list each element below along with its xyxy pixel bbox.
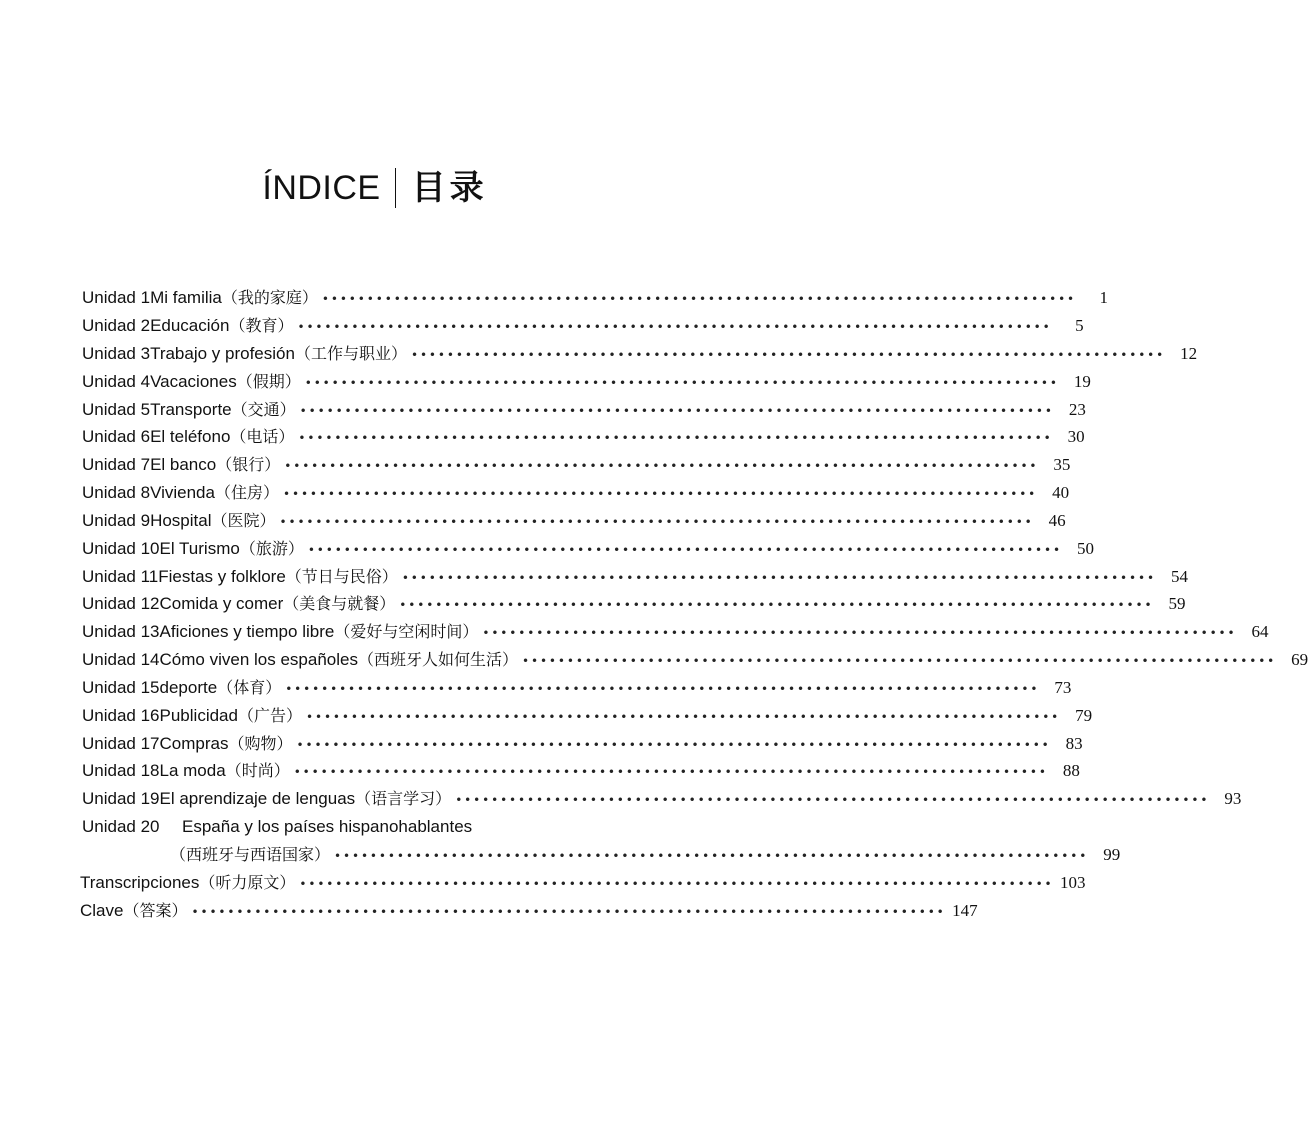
toc-unit: Unidad 17	[82, 734, 160, 753]
toc-entry[interactable]	[82, 758, 1080, 784]
toc-page-number: 83	[1065, 734, 1083, 753]
toc-unit: Unidad 13	[82, 622, 160, 641]
toc-leader-dots: ••••••••••••••••••••••••••••••••••••••••••••••••••••••••••••••••••••••••••••••••••••	[282, 487, 1038, 501]
toc-title: Comida y comer	[159, 594, 284, 613]
toc-unit: Unidad 15	[82, 678, 160, 697]
toc-page-number: 73	[1054, 678, 1072, 697]
toc-title-chinese: （教育）	[229, 316, 294, 335]
toc-entry[interactable]	[80, 870, 1086, 896]
toc-unit: Unidad 20	[82, 817, 160, 836]
toc-page-number: 99	[1103, 845, 1121, 864]
toc-unit: Unidad 2	[82, 316, 151, 335]
toc-unit: Unidad 9	[82, 511, 151, 530]
toc-entry[interactable]	[82, 480, 1070, 506]
toc-title-chinese: （旅游）	[239, 539, 304, 558]
toc-page-number: 79	[1075, 706, 1093, 725]
toc-title: Vivienda	[150, 483, 215, 502]
toc-entry[interactable]	[82, 731, 1083, 757]
toc-leader-dots: ••••••••••••••••••••••••••••••••••••••••••••••••••••••••••••••••••••••••••••••••••••	[298, 431, 1053, 445]
toc-entry[interactable]	[82, 591, 1186, 617]
toc-leader-dots: ••••••••••••••••••••••••••••••••••••••••••••••••••••••••••••••••••••••••••••••••••••	[296, 738, 1051, 752]
toc-title: Vacaciones	[150, 372, 237, 391]
toc-entry[interactable]	[82, 369, 1091, 395]
toc-title: Transporte	[150, 400, 232, 419]
toc-unit: Unidad 7	[82, 455, 151, 474]
toc-unit: Unidad 14	[82, 650, 160, 669]
toc-entry[interactable]	[82, 536, 1094, 562]
toc-title: Publicidad	[159, 706, 238, 725]
toc-unit: Unidad 12	[82, 594, 160, 613]
toc-title-chinese: （时尚）	[225, 761, 290, 780]
toc-page-number: 30	[1067, 427, 1085, 446]
toc-title-chinese: （银行）	[216, 455, 281, 474]
toc-page-number: 40	[1052, 483, 1070, 502]
toc-title: Compras	[159, 734, 229, 753]
toc-title-chinese: （假期）	[236, 372, 301, 391]
toc-title: Hospital	[150, 511, 212, 530]
toc-title-chinese: （语言学习）	[355, 789, 452, 808]
toc-entry-continuation[interactable]	[170, 842, 1121, 868]
toc-page-number: 103	[1060, 873, 1086, 892]
toc-leader-dots: ••••••••••••••••••••••••••••••••••••••••••••••••••••••••••••••••••••••••••••••••••••	[401, 571, 1156, 585]
toc-leader-dots: ••••••••••••••••••••••••••••••••••••••••••••••••••••••••••••••••••••••••••••••••••••	[299, 404, 1054, 418]
toc-title: deporte	[159, 678, 218, 697]
toc-title-chinese: （西班牙与西语国家）	[170, 845, 331, 864]
toc-page-number: 19	[1073, 372, 1091, 391]
toc-page-number: 69	[1291, 650, 1308, 669]
toc-entry[interactable]	[82, 285, 1109, 311]
toc-title-chinese: （节日与民俗）	[285, 567, 398, 586]
toc-title-chinese: （医院）	[211, 511, 276, 530]
toc-title-chinese: （爱好与空闲时间）	[334, 622, 479, 641]
toc-page-number: 93	[1224, 789, 1242, 808]
toc-title-chinese: （住房）	[214, 483, 279, 502]
toc-title: Fiestas y folklore	[158, 567, 286, 586]
toc-leader-dots: ••••••••••••••••••••••••••••••••••••••••••••••••••••••••••••••••••••••••••••••••••••	[279, 515, 1034, 529]
title-spanish: ÍNDICE	[262, 169, 381, 207]
toc-unit: Unidad 16	[82, 706, 160, 725]
title-chinese: 目录	[411, 168, 488, 208]
toc-title-chinese: （工作与职业）	[294, 344, 407, 363]
toc-title: Aficiones y tiempo libre	[159, 622, 335, 641]
toc-entry[interactable]	[82, 703, 1093, 729]
toc-title-chinese: （体育）	[217, 678, 282, 697]
toc-title: Mi familia	[150, 288, 222, 307]
toc-title-chinese: （听力原文）	[199, 873, 296, 892]
toc-entry[interactable]	[82, 619, 1269, 645]
toc-page-number: 23	[1068, 400, 1086, 419]
toc-unit: Unidad 19	[82, 789, 160, 808]
toc-entry[interactable]	[82, 647, 1308, 673]
toc-entry[interactable]	[82, 564, 1188, 590]
toc-entry[interactable]	[82, 508, 1066, 534]
toc-title-chinese: （答案）	[123, 901, 188, 920]
toc-title-chinese: （广告）	[237, 706, 302, 725]
toc-page-number: 50	[1077, 539, 1094, 558]
toc-leader-dots: ••••••••••••••••••••••••••••••••••••••••••••••••••••••••••••••••••••••••••••••••••••	[284, 459, 1039, 473]
toc-page-number: 5	[1075, 316, 1084, 335]
toc-unit: Unidad 8	[82, 483, 151, 502]
toc-leader-dots: ••••••••••••••••••••••••••••••••••••••••••••••••••••••••••••••••••••••••••••••••••••	[285, 682, 1040, 696]
toc-unit: Unidad 4	[82, 372, 151, 391]
toc-page-number: 46	[1048, 511, 1066, 530]
toc-page-number: 147	[952, 901, 978, 920]
toc-title-chinese: （电话）	[230, 427, 295, 446]
toc-title-chinese: （我的家庭）	[221, 288, 318, 307]
toc-title: Clave	[80, 901, 124, 920]
toc-page-number: 12	[1180, 344, 1198, 363]
toc-title: Cómo viven los españoles	[159, 650, 358, 669]
toc-leader-dots: ••••••••••••••••••••••••••••••••••••••••••••••••••••••••••••••••••••••••••••••••••••	[482, 626, 1237, 640]
toc-leader-dots: ••••••••••••••••••••••••••••••••••••••••••••••••••••••••••••••••••••••••••••••••••••	[297, 320, 1052, 334]
toc-page-number: 59	[1168, 594, 1186, 613]
toc-page-number: 1	[1099, 288, 1109, 307]
toc-title-chinese: （西班牙人如何生活）	[357, 650, 518, 669]
toc-entry[interactable]	[82, 786, 1242, 812]
toc-title: El Turismo	[159, 539, 240, 558]
toc-leader-dots: ••••••••••••••••••••••••••••••••••••••••••••••••••••••••••••••••••••••••••••••••••••	[334, 849, 1089, 863]
toc-leader-dots: ••••••••••••••••••••••••••••••••••••••••••••••••••••••••••••••••••••••••••••••••••••	[455, 793, 1210, 807]
toc-title: España y los países hispanohablantes	[182, 817, 473, 836]
toc-title-chinese: （交通）	[231, 400, 296, 419]
toc-unit: Unidad 3	[82, 344, 151, 363]
toc-title: El banco	[150, 455, 217, 474]
toc-title-chinese: （美食与就餐）	[283, 594, 396, 613]
toc-leader-dots: ••••••••••••••••••••••••••••••••••••••••••••••••••••••••••••••••••••••••••••••••••••	[299, 877, 1054, 891]
toc-entry[interactable]	[82, 397, 1086, 423]
toc-title: La moda	[159, 761, 226, 780]
toc-entry[interactable]	[82, 814, 685, 840]
toc-leader-dots: ••••••••••••••••••••••••••••••••••••••••••••••••••••••••••••••••••••••••••••••••••••	[304, 376, 1059, 390]
toc-unit: Unidad 6	[82, 427, 151, 446]
toc-title: El teléfono	[150, 427, 231, 446]
toc-entry[interactable]	[80, 898, 978, 924]
toc-leader-dots: ••••••••••••••••••••••••••••••••••••••••••••••••••••••••••••••••••••••••••••••••••••	[399, 598, 1154, 612]
toc-entry[interactable]	[82, 313, 1084, 339]
toc-page-number: 35	[1053, 455, 1071, 474]
toc-page-number: 64	[1251, 622, 1269, 641]
toc-leader-dots: ••••••••••••••••••••••••••••••••••••••••••••••••••••••••••••••••••••••••••••••••••••	[305, 710, 1061, 724]
toc-page-number: 54	[1170, 567, 1188, 586]
toc-leader-dots: ••••••••••••••••••••••••••••••••••••••••••••••••••••••••••••••••••••••••••••••••••••	[321, 292, 1077, 306]
toc-leader-dots: ••••••••••••••••••••••••••••••••••••••••••••••••••••••••••••••••••••••••••••••••••••	[191, 905, 946, 919]
toc-unit: Unidad 10	[82, 539, 160, 558]
toc-page-number: 88	[1062, 761, 1080, 780]
toc-leader-dots: ••••••••••••••••••••••••••••••••••••••••••••••••••••••••••••••••••••••••••••••••••••	[410, 348, 1166, 362]
toc-entry[interactable]	[82, 675, 1072, 701]
toc-title: El aprendizaje de lenguas	[159, 789, 356, 808]
toc-unit: Unidad 11	[82, 567, 159, 586]
toc-title-chinese: （购物）	[228, 734, 293, 753]
toc-entry[interactable]	[82, 424, 1085, 450]
toc-unit: Unidad 1	[82, 288, 151, 307]
toc-entry[interactable]	[82, 341, 1198, 367]
toc-leader-dots: ••••••••••••••••••••••••••••••••••••••••••••••••••••••••••••••••••••••••••••••••••••	[293, 765, 1048, 779]
toc-leader-dots: ••••••••••••••••••••••••••••••••••••••••••••••••••••••••••••••••••••••••••••••••••••	[307, 543, 1062, 557]
toc-entry[interactable]	[82, 452, 1071, 478]
toc-unit: Unidad 5	[82, 400, 151, 419]
toc-unit: Unidad 18	[82, 761, 160, 780]
toc-title: Transcripciones	[80, 873, 200, 892]
toc-leader-dots: ••••••••••••••••••••••••••••••••••••••••••••••••••••••••••••••••••••••••••••••••••••	[521, 654, 1277, 668]
toc-title: Trabajo y profesión	[150, 344, 295, 363]
toc-title: Educación	[150, 316, 230, 335]
